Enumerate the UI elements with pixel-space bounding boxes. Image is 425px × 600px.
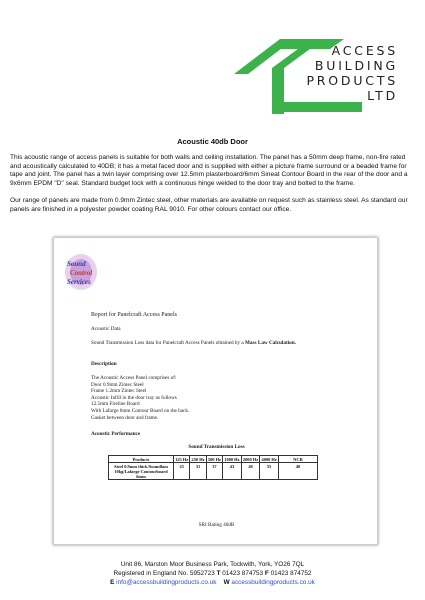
table-cell-product: Steel 0.9mm thick/Soundlam 10kg/Lafarge Contourboard 6mm [109, 463, 174, 480]
table-cell: 40 [279, 463, 318, 480]
footer-registration [0, 569, 425, 578]
table-cell: 48 [241, 463, 260, 480]
description-heading: Description [91, 361, 117, 367]
description-line: Frame 1.2mm Zintec Steel [91, 388, 147, 395]
table-header-cell: 4000 Hz [261, 456, 277, 462]
performance-heading: Acoustic Performance [91, 431, 141, 437]
sri-rating: SRI Rating 40dB [198, 522, 235, 528]
table-cell: 37 [206, 463, 222, 480]
sound-control-services-logo-icon [64, 252, 98, 292]
logo-word-access: ACCESS [331, 43, 398, 58]
acoustic-report-image [53, 237, 378, 545]
table-header-row [109, 456, 318, 463]
report-subheading: Acoustic Data [91, 326, 121, 332]
description-line: With Lafarge 6mm Contour Board on the back. [91, 407, 190, 414]
table-header-cell: 250 Hz [191, 456, 205, 462]
table-header-cell: 125 Hz [175, 456, 189, 462]
logo-word-sound: Sound [67, 260, 86, 268]
table-header-cell: 1000 Hz [224, 456, 240, 462]
table-header-cell: NCR [279, 456, 318, 463]
table-cell: 43 [223, 463, 242, 480]
table-cell: 31 [190, 463, 206, 480]
website-label: W [223, 579, 230, 586]
description-line: Acoustic Infill in the door tray as follows [91, 394, 177, 401]
footer-address: Unit 86, Marston Moor Business Park, Tockwith, York, YO26 7QL [120, 561, 305, 568]
phone-label: T [216, 570, 221, 577]
table-cell: 25 [174, 463, 190, 480]
logo-word-products: PRODUCTS [306, 73, 398, 88]
email-label: E [110, 579, 115, 586]
stl-line-method: Mass Law Calculation. [245, 340, 296, 346]
logo-word-ltd: LTD [367, 88, 398, 103]
report-stl-line [91, 340, 296, 347]
intro-paragraph: This acoustic range of access panels is suitable for both walls and ceiling installation. The panel has a 50mm deep frame, non-fire rated and acoustically calculated to 40DB; it has a metal faced door and is supplied with either a picture frame surround or a beaded frame for tape and joint. The panel has a twin layer comprising over 12.5mm plasterboard/6mm Sineat Contour Board in the rear of the door and a 9x6mm EPDM "D" seal. Standard budget lock with a continuous hinge welded to the door tray and bolted to the frame. [10, 154, 408, 187]
description-line: The Acoustic Access Panel comprises of: [91, 375, 177, 381]
fax-number: 01423 874752 [268, 570, 312, 577]
table-cell: 55 [260, 463, 279, 480]
logo-word-building: BUILDING [314, 58, 398, 73]
footer-contact [0, 578, 425, 587]
table-header-cell: 2000 Hz [242, 456, 259, 462]
table-row [109, 463, 318, 480]
table-header-cell: 500 Hz [207, 456, 221, 462]
range-paragraph: Our range of panels are made from 0.9mm Zintec steel, other materials are available on request such as stainless steel. As standard our panels are finished in a polyester powder coating RAL 9010. For other colours contact our office. [10, 197, 408, 213]
description-line: Gasket between door and frame. [91, 414, 159, 421]
description-line: 12.5mm Fireline Board [91, 401, 140, 408]
description-list [91, 375, 189, 421]
table-header-cell: Products [109, 456, 174, 463]
report-heading: Report for Panelcraft Access Panels [91, 312, 177, 318]
website-link[interactable]: accessbuildingproducts.co.uk [229, 579, 315, 586]
stl-line-text: Sound Transmission Loss data for Panelcraft Access Panels obtained by a [91, 340, 246, 346]
registration-text: Registered in England No. 5952723 [113, 570, 217, 577]
table-title: Sound Transmission Loss [188, 444, 245, 450]
email-link[interactable]: info@accessbuildingproducts.co.uk [114, 579, 217, 586]
page-title: Acoustic 40db Door [177, 137, 248, 146]
sound-transmission-table [108, 455, 318, 480]
fax-label: F [264, 570, 269, 577]
description-line: Door 0.9mm Zintec Steel [91, 381, 144, 388]
logo-word-services: Services [67, 278, 91, 286]
logo-word-control: Control [70, 269, 93, 277]
phone-number: 01423 874753 [220, 570, 265, 577]
company-logo [232, 38, 412, 116]
